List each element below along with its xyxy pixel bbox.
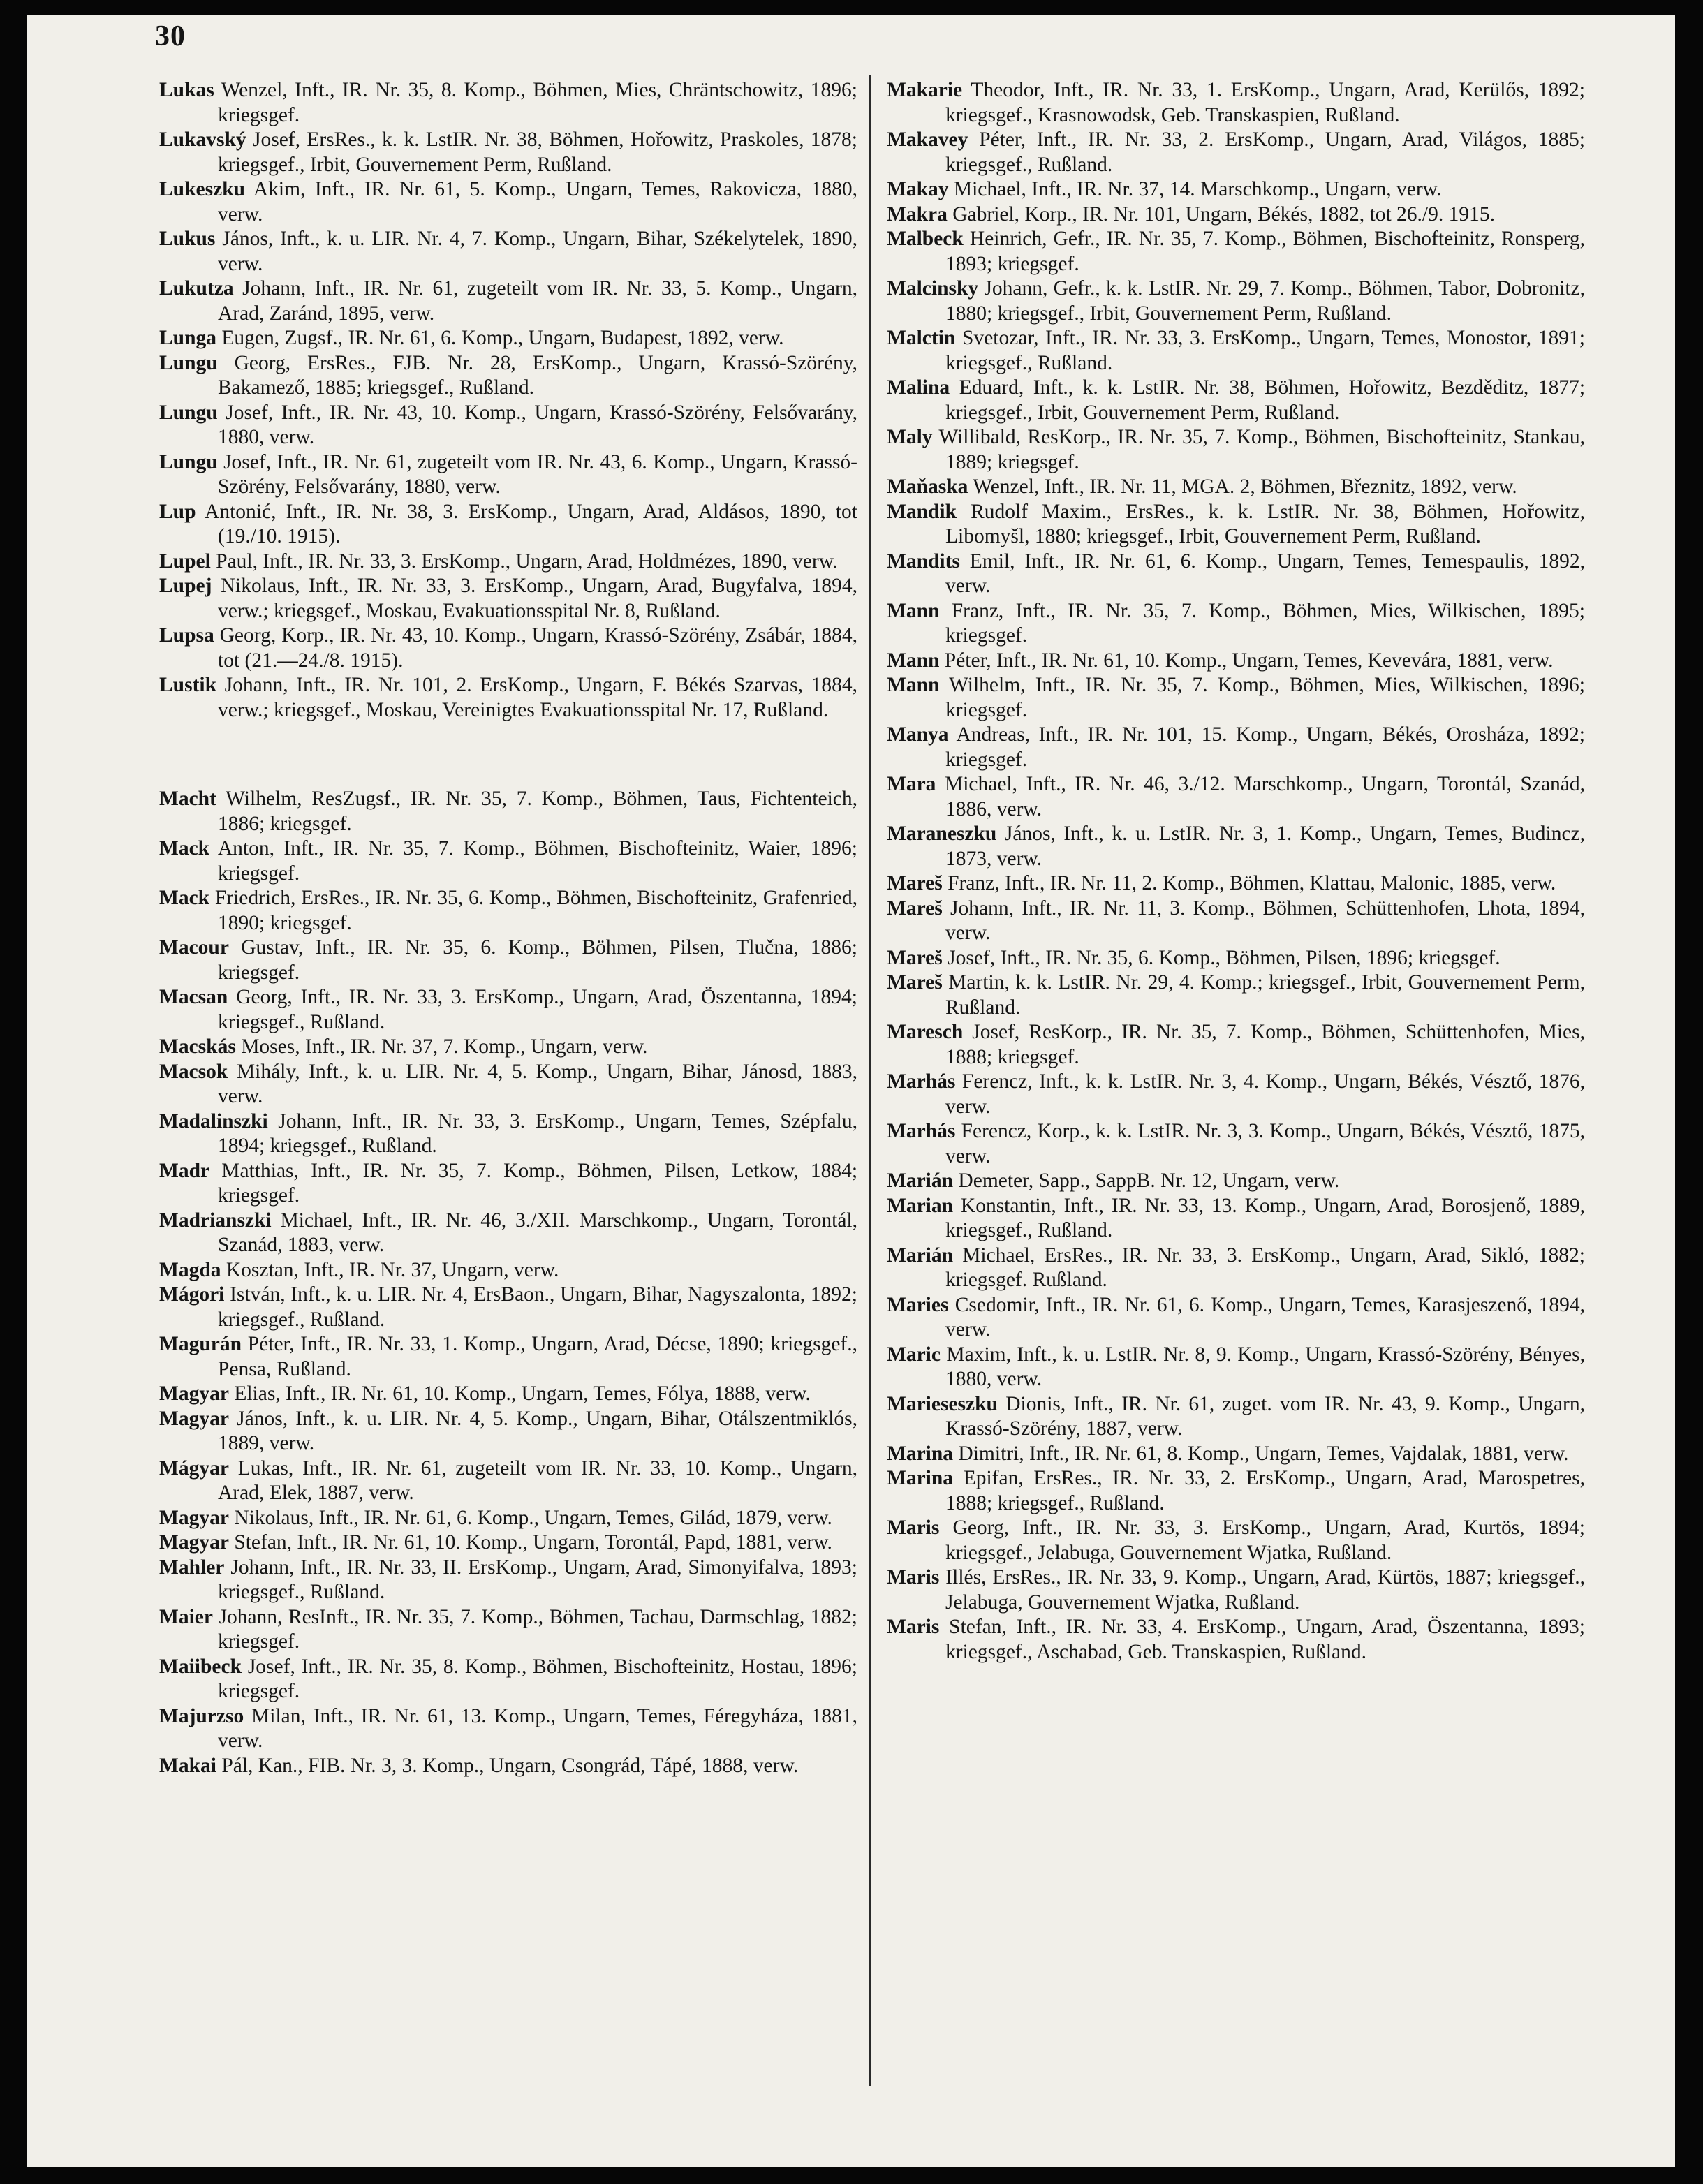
entry-surname: Lukavský (159, 128, 246, 151)
list-entry (159, 1704, 857, 1754)
scan-border-bottom (0, 2167, 1703, 2184)
list-entry (159, 177, 857, 227)
entry-details: Johann, Inft., IR. Nr. 11, 3. Komp., Böhmen, Schüttenhofen, Lhota, 1894, verw. (945, 897, 1585, 944)
entry-surname: Mandik (887, 500, 957, 523)
entry-details: Gabriel, Korp., IR. Nr. 101, Ungarn, Békés, 1882, tot 26./9. 1915. (952, 202, 1495, 226)
list-entry (887, 128, 1585, 177)
list-entry (887, 599, 1585, 649)
entry-surname: Maiibeck (159, 1655, 242, 1678)
list-entry (159, 1530, 857, 1556)
entry-details: Michael, ErsRes., IR. Nr. 33, 3. ErsKomp., Ungarn, Arad, Sikló, 1882; kriegsgef. Rußland. (945, 1244, 1585, 1291)
entry-surname: Marieseszku (887, 1392, 998, 1415)
list-entry (159, 128, 857, 177)
list-entry (887, 276, 1585, 326)
list-entry (887, 1293, 1585, 1343)
list-entry (159, 1506, 857, 1531)
entry-details: Michael, Inft., IR. Nr. 37, 14. Marschkomp., Ungarn, verw. (953, 178, 1442, 200)
list-entry (887, 946, 1585, 971)
entry-surname: Magurán (159, 1333, 242, 1355)
entry-surname: Marina (887, 1442, 954, 1465)
entry-details: János, Inft., k. u. LIR. Nr. 4, 5. Komp., Ungarn, Bihar, Otálszentmiklós, 1889, verw. (218, 1407, 858, 1454)
entry-details: Lukas, Inft., IR. Nr. 61, zugeteilt vom IR. Nr. 33, 10. Komp., Ungarn, Arad, Elek, 1887, verw. (218, 1456, 857, 1504)
entry-surname: Maly (887, 426, 933, 448)
entry-details: Josef, Inft., IR. Nr. 35, 6. Komp., Böhmen, Pilsen, 1896; kriegsgef. (948, 946, 1501, 969)
entry-group-ma (159, 787, 857, 1778)
left-column (159, 78, 857, 1778)
entry-details: Ferencz, Inft., k. k. LstIR. Nr. 3, 4. Komp., Ungarn, Békés, Vésztő, 1876, verw. (945, 1070, 1586, 1118)
entry-surname: Macour (159, 936, 229, 959)
entry-surname: Mareš (887, 971, 943, 994)
list-entry (159, 886, 857, 936)
entry-surname: Makai (159, 1754, 216, 1777)
entry-surname: Lukutza (159, 277, 234, 300)
entry-details: Pál, Kan., FIB. Nr. 3, 3. Komp., Ungarn, Csongrád, Tápé, 1888, verw. (221, 1754, 799, 1777)
entry-details: Demeter, Sapp., SappB. Nr. 12, Ungarn, verw. (958, 1170, 1340, 1192)
entry-surname: Macsok (159, 1060, 228, 1083)
entry-details: Csedomir, Inft., IR. Nr. 61, 6. Komp., Ungarn, Temes, Karasjeszenő, 1894, verw. (945, 1293, 1585, 1341)
list-entry (887, 549, 1585, 599)
list-entry (159, 351, 857, 401)
entry-details: Nikolaus, Inft., IR. Nr. 61, 6. Komp., Ungarn, Temes, Gilád, 1879, verw. (234, 1506, 832, 1529)
entry-details: Péter, Inft., IR. Nr. 33, 1. Komp., Ungarn, Arad, Décse, 1890; kriegsgef., Pensa, Rußland. (218, 1333, 857, 1380)
list-entry (159, 450, 857, 500)
list-entry (887, 425, 1585, 475)
entry-surname: Marián (887, 1244, 954, 1267)
entry-details: Emil, Inft., IR. Nr. 61, 6. Komp., Ungarn, Temes, Temespaulis, 1892, verw. (945, 549, 1585, 597)
entry-details: Rudolf Maxim., ErsRes., k. k. LstIR. Nr. 38, Böhmen, Hořowitz, Libomyšl, 1880; kriegsgef., Irbit, Gouvernement Perm, Rußland. (945, 500, 1585, 547)
entry-details: Georg, Korp., IR. Nr. 43, 10. Komp., Ungarn, Krassó-Szörény, Zsábár, 1884, tot (21.—24./8. 1915). (218, 624, 858, 672)
list-entry (159, 673, 857, 723)
entry-surname: Lungu (159, 450, 218, 473)
list-entry (887, 822, 1585, 871)
entry-details: Willibald, ResKorp., IR. Nr. 35, 7. Komp., Böhmen, Bischofteinitz, Stankau, 1889; kriegsgef. (938, 426, 1585, 473)
list-entry (159, 1159, 857, 1209)
entry-surname: Mack (159, 887, 210, 909)
entry-details: Kosztan, Inft., IR. Nr. 37, Ungarn, verw. (226, 1258, 559, 1281)
list-entry (887, 202, 1585, 228)
entry-surname: Maris (887, 1616, 940, 1638)
entry-details: Johann, Inft., IR. Nr. 33, 3. ErsKomp., Ungarn, Temes, Szépfalu, 1894; kriegsgef., Rußland. (218, 1109, 857, 1157)
list-entry (887, 475, 1585, 500)
list-entry (887, 1244, 1585, 1293)
list-entry (887, 500, 1585, 549)
scan-border-right (1675, 0, 1703, 2184)
entry-details: Mihály, Inft., k. u. LIR. Nr. 4, 5. Komp., Ungarn, Bihar, Jánosd, 1883, verw. (218, 1060, 858, 1107)
list-entry (887, 649, 1585, 674)
entry-surname: Macskás (159, 1035, 236, 1058)
list-entry (887, 227, 1585, 276)
list-entry (887, 1466, 1585, 1516)
entry-surname: Lup (159, 500, 196, 523)
entry-details: Anton, Inft., IR. Nr. 35, 7. Komp., Böhmen, Bischofteinitz, Waier, 1896; kriegsgef. (217, 837, 857, 885)
group-spacer (159, 723, 857, 787)
entry-surname: Malbeck (887, 228, 964, 250)
entry-surname: Mara (887, 773, 936, 795)
list-entry (887, 723, 1585, 772)
entry-details: Illés, ErsRes., IR. Nr. 33, 9. Komp., Ungarn, Arad, Kürtös, 1887; kriegsgef., Jelabuga, Gouvernement Wjatka, Rußland. (945, 1566, 1585, 1614)
entry-surname: Lupej (159, 575, 212, 597)
entry-details: Dionis, Inft., IR. Nr. 61, zuget. vom IR. Nr. 43, 9. Komp., Ungarn, Krassó-Szörény, 1887, verw. (945, 1392, 1585, 1440)
entry-surname: Malcinsky (887, 277, 979, 300)
entry-details: Wenzel, Inft., IR. Nr. 11, MGA. 2, Böhmen, Březnitz, 1892, verw. (973, 475, 1517, 498)
list-entry (887, 78, 1585, 128)
entry-details: Johann, Inft., IR. Nr. 101, 2. ErsKomp., Ungarn, F. Békés Szarvas, 1884, verw.; kriegsgef., Moskau, Vereinigtes Evakuationsspital Nr. 17, Rußland. (218, 674, 858, 721)
list-entry (159, 1332, 857, 1382)
entry-details: Josef, ResKorp., IR. Nr. 35, 7. Komp., Böhmen, Schüttenhofen, Mies, 1888; kriegsgef. (945, 1021, 1586, 1068)
entry-surname: Maris (887, 1566, 940, 1588)
entry-surname: Mandits (887, 549, 960, 573)
list-entry (159, 78, 857, 128)
entry-surname: Madalinszki (159, 1109, 268, 1132)
entry-details: Wilhelm, Inft., IR. Nr. 35, 7. Komp., Böhmen, Mies, Wilkischen, 1896; kriegsgef. (945, 674, 1585, 721)
entry-surname: Mareš (887, 872, 943, 894)
entry-surname: Manya (887, 723, 949, 746)
entry-surname: Lukus (159, 228, 216, 250)
entry-surname: Marhás (887, 1120, 956, 1142)
entry-surname: Magyar (159, 1531, 229, 1554)
entry-details: Georg, Inft., IR. Nr. 33, 3. ErsKomp., Ungarn, Arad, Öszentanna, 1894; kriegsgef., Rußland. (218, 986, 857, 1033)
entry-details: Péter, Inft., IR. Nr. 61, 10. Komp., Ungarn, Temes, Kevevára, 1881, verw. (944, 649, 1554, 672)
entry-surname: Madr (159, 1159, 210, 1182)
entry-details: Michael, Inft., IR. Nr. 46, 3./12. Marschkomp., Ungarn, Torontál, Szanád, 1886, verw. (944, 773, 1586, 820)
list-entry (887, 1020, 1585, 1070)
list-entry (887, 1615, 1585, 1665)
entry-surname: Marian (887, 1194, 954, 1217)
entry-surname: Makavey (887, 128, 968, 151)
entry-details: Josef, ErsRes., k. k. LstIR. Nr. 38, Böhmen, Hořowitz, Praskoles, 1878; kriegsgef., Irbit, Gouvernement Perm, Rußland. (218, 128, 857, 176)
entry-details: Johann, Inft., IR. Nr. 61, zugeteilt vom IR. Nr. 33, 5. Komp., Ungarn, Arad, Zaránd, 1895, verw. (218, 277, 858, 325)
entry-surname: Magyar (159, 1407, 229, 1430)
entry-details: Franz, Inft., IR. Nr. 35, 7. Komp., Böhmen, Mies, Wilkischen, 1895; kriegsgef. (945, 599, 1586, 647)
entry-surname: Magda (159, 1258, 221, 1281)
list-entry (887, 1070, 1585, 1119)
scan-border-left (0, 0, 27, 2184)
list-entry (887, 326, 1585, 376)
entry-details: Martin, k. k. LstIR. Nr. 29, 4. Komp.; kriegsgef., Irbit, Gouvernement Perm, Rußland. (945, 971, 1585, 1019)
list-entry (159, 1382, 857, 1407)
entry-surname: Lukas (159, 79, 214, 101)
entry-details: Maxim, Inft., k. u. LstIR. Nr. 8, 9. Komp., Ungarn, Krassó-Szörény, Bényes, 1880, verw. (945, 1343, 1585, 1390)
list-entry (887, 897, 1585, 946)
entry-surname: Maries (887, 1293, 949, 1316)
entry-surname: Madrianszki (159, 1209, 272, 1232)
entry-details: Svetozar, Inft., IR. Nr. 33, 3. ErsKomp., Ungarn, Temes, Monostor, 1891; kriegsgef., Rußland. (945, 327, 1586, 374)
entry-surname: Majurzso (159, 1704, 244, 1727)
entry-surname: Maric (887, 1343, 941, 1366)
entry-surname: Maresch (887, 1021, 964, 1043)
column-divider (869, 75, 871, 2086)
entry-surname: Marina (887, 1467, 954, 1489)
entry-details: Michael, Inft., IR. Nr. 46, 3./XII. Marschkomp., Ungarn, Torontál, Szanád, 1883, verw. (218, 1209, 857, 1256)
list-entry (159, 574, 857, 624)
entry-details: Elias, Inft., IR. Nr. 61, 10. Komp., Ungarn, Temes, Fólya, 1888, verw. (234, 1382, 811, 1405)
entry-surname: Makay (887, 178, 949, 200)
entry-details: Andreas, Inft., IR. Nr. 101, 15. Komp., Ungarn, Békés, Orosháza, 1892; kriegsgef. (945, 723, 1586, 771)
entry-surname: Marhás (887, 1070, 956, 1093)
entry-surname: Lustik (159, 674, 216, 696)
list-entry (887, 971, 1585, 1020)
entry-surname: Mahler (159, 1556, 225, 1579)
list-entry (887, 1343, 1585, 1392)
entry-details: Wenzel, Inft., IR. Nr. 35, 8. Komp., Böhmen, Mies, Chräntschowitz, 1896; kriegsgef. (218, 79, 858, 126)
entry-details: Ferencz, Korp., k. k. LstIR. Nr. 3, 3. Komp., Ungarn, Békés, Vésztő, 1875, verw. (945, 1120, 1586, 1167)
list-entry (887, 772, 1585, 822)
entry-details: Moses, Inft., IR. Nr. 37, 7. Komp., Ungarn, verw. (241, 1035, 648, 1058)
entry-surname: Mareš (887, 897, 943, 920)
entry-surname: Mack (159, 837, 210, 859)
entry-details: János, Inft., k. u. LstIR. Nr. 3, 1. Komp., Ungarn, Temes, Budincz, 1873, verw. (945, 822, 1586, 870)
list-entry (159, 549, 857, 575)
list-entry (887, 1392, 1585, 1442)
list-entry (159, 985, 857, 1035)
entry-surname: Mágyar (159, 1456, 229, 1480)
entry-details: Nikolaus, Inft., IR. Nr. 33, 3. ErsKomp., Ungarn, Arad, Bugyfalva, 1894, verw.; kriegsgef., Moskau, Evakuationsspital Nr. 8, Rußland. (218, 575, 857, 622)
list-entry (887, 376, 1585, 425)
entry-surname: Magyar (159, 1506, 229, 1529)
entry-details: Josef, Inft., IR. Nr. 35, 8. Komp., Böhmen, Bischofteinitz, Hostau, 1896; kriegsgef. (218, 1655, 858, 1702)
list-entry (159, 1754, 857, 1779)
entry-surname: Magyar (159, 1382, 229, 1405)
entry-surname: Mann (887, 599, 940, 622)
list-entry (159, 936, 857, 985)
list-entry (159, 401, 857, 450)
list-entry (887, 673, 1585, 723)
list-entry (159, 836, 857, 886)
entry-surname: Lupsa (159, 624, 214, 647)
entry-details: Johann, Gefr., k. k. LstIR. Nr. 29, 7. Komp., Böhmen, Tabor, Dobronitz, 1880; kriegsgef., Irbit, Gouvernement Perm, Rußland. (945, 277, 1585, 325)
entry-details: Konstantin, Inft., IR. Nr. 33, 13. Komp., Ungarn, Arad, Borosjenő, 1889, kriegsgef., Rußland. (945, 1194, 1585, 1241)
entry-surname: Malina (887, 376, 950, 399)
entry-surname: Marián (887, 1170, 954, 1192)
list-entry (159, 500, 857, 549)
entry-surname: Macht (159, 788, 216, 810)
entry-details: Matthias, Inft., IR. Nr. 35, 7. Komp., Böhmen, Pilsen, Letkow, 1884; kriegsgef. (218, 1159, 858, 1207)
entry-surname: Malctin (887, 327, 956, 349)
scan-border-top (0, 0, 1703, 15)
list-entry (159, 227, 857, 276)
entry-surname: Macsan (159, 986, 228, 1008)
entry-details: Antonić, Inft., IR. Nr. 38, 3. ErsKomp., Ungarn, Arad, Aldásos, 1890, tot (19./10. 1915). (205, 500, 857, 547)
entry-details: Dimitri, Inft., IR. Nr. 61, 8. Komp., Ungarn, Temes, Vajdalak, 1881, verw. (958, 1442, 1569, 1465)
entry-details: Stefan, Inft., IR. Nr. 33, 4. ErsKomp., Ungarn, Arad, Öszentanna, 1893; kriegsgef., Aschabad, Geb. Transkaspien, Rußland. (945, 1616, 1585, 1663)
list-entry (159, 1258, 857, 1283)
entry-surname: Lungu (159, 351, 218, 374)
list-entry (159, 326, 857, 351)
list-entry (159, 1605, 857, 1655)
entry-details: Péter, Inft., IR. Nr. 33, 2. ErsKomp., Ungarn, Arad, Világos, 1885; kriegsgef., Rußland. (945, 128, 1586, 176)
entry-details: Wilhelm, ResZugsf., IR. Nr. 35, 7. Komp., Böhmen, Taus, Fichtenteich, 1886; kriegsgef. (218, 788, 857, 835)
entry-details: Milan, Inft., IR. Nr. 61, 13. Komp., Ungarn, Temes, Féregyháza, 1881, verw. (218, 1704, 857, 1752)
list-entry (159, 1655, 857, 1704)
list-entry (887, 1442, 1585, 1467)
list-entry (159, 1060, 857, 1109)
entry-details: Paul, Inft., IR. Nr. 33, 3. ErsKomp., Ungarn, Arad, Holdmézes, 1890, verw. (216, 549, 838, 573)
list-entry (887, 1169, 1585, 1194)
entry-surname: Lunga (159, 327, 216, 349)
entry-surname: Maraneszku (887, 822, 997, 845)
entry-details: István, Inft., k. u. LIR. Nr. 4, ErsBaon., Ungarn, Bihar, Nagyszalonta, 1892; kriegsgef., Rußland. (218, 1283, 857, 1331)
list-entry (159, 1209, 857, 1258)
list-entry (159, 1456, 857, 1506)
list-entry (159, 624, 857, 673)
list-entry (159, 1035, 857, 1060)
entry-surname: Lupel (159, 549, 211, 573)
right-column (887, 78, 1585, 1665)
entry-details: Josef, Inft., IR. Nr. 61, zugeteilt vom IR. Nr. 43, 6. Komp., Ungarn, Krassó-Szörény, Felsővarány, 1880, verw. (218, 450, 858, 498)
entry-surname: Maňaska (887, 475, 968, 498)
entry-details: Epifan, ErsRes., IR. Nr. 33, 2. ErsKomp., Ungarn, Arad, Marospetres, 1888; kriegsgef., Rußland. (945, 1467, 1586, 1514)
entry-surname: Makra (887, 202, 948, 226)
list-entry (159, 787, 857, 836)
entry-surname: Mann (887, 674, 940, 696)
entry-surname: Lukeszku (159, 178, 245, 200)
entry-surname: Lungu (159, 401, 218, 424)
list-entry (159, 1407, 857, 1456)
entry-details: Eugen, Zugsf., IR. Nr. 61, 6. Komp., Ungarn, Budapest, 1892, verw. (221, 327, 784, 349)
entry-details: Akim, Inft., IR. Nr. 61, 5. Komp., Ungarn, Temes, Rakovicza, 1880, verw. (218, 178, 857, 226)
entry-details: Franz, Inft., IR. Nr. 11, 2. Komp., Böhmen, Klattau, Malonic, 1885, verw. (948, 872, 1556, 894)
entry-details: Stefan, Inft., IR. Nr. 61, 10. Komp., Ungarn, Torontál, Papd, 1881, verw. (234, 1531, 832, 1554)
list-entry (159, 1283, 857, 1332)
entry-surname: Makarie (887, 79, 963, 101)
entry-surname: Mann (887, 649, 940, 672)
list-entry (159, 276, 857, 326)
list-entry (887, 1119, 1585, 1169)
entry-surname: Maris (887, 1517, 940, 1539)
entry-details: Heinrich, Gefr., IR. Nr. 35, 7. Komp., Böhmen, Bischofteinitz, Ronsperg, 1893; kriegsgef. (945, 228, 1585, 275)
list-entry (887, 177, 1585, 202)
entry-group-lu (159, 78, 857, 723)
list-entry (887, 1565, 1585, 1615)
list-entry (887, 1194, 1585, 1244)
list-entry (887, 871, 1585, 897)
list-entry (159, 1109, 857, 1159)
entry-surname: Mágori (159, 1283, 225, 1306)
entry-details: Josef, Inft., IR. Nr. 43, 10. Komp., Ungarn, Krassó-Szörény, Felsővarány, 1880, verw. (218, 401, 857, 448)
list-entry (159, 1556, 857, 1605)
page-number: 30 (155, 20, 186, 52)
entry-details: János, Inft., k. u. LIR. Nr. 4, 7. Komp., Ungarn, Bihar, Székelytelek, 1890, verw. (218, 228, 857, 275)
entry-surname: Mareš (887, 946, 943, 969)
entry-details: Georg, Inft., IR. Nr. 33, 3. ErsKomp., Ungarn, Arad, Kurtös, 1894; kriegsgef., Jelabuga, Gouvernement Wjatka, Rußland. (945, 1517, 1585, 1564)
entry-details: Johann, Inft., IR. Nr. 33, II. ErsKomp., Ungarn, Arad, Simonyifalva, 1893; kriegsgef., Rußland. (218, 1556, 857, 1603)
entry-surname: Maier (159, 1605, 213, 1628)
entry-details: Friedrich, ErsRes., IR. Nr. 35, 6. Komp., Böhmen, Bischofteinitz, Grafenried, 1890; kriegsgef. (214, 887, 857, 934)
entry-details: Gustav, Inft., IR. Nr. 35, 6. Komp., Böhmen, Pilsen, Tlučna, 1886; kriegsgef. (218, 936, 858, 984)
entry-details: Georg, ErsRes., FJB. Nr. 28, ErsKomp., Ungarn, Krassó-Szörény, Bakamező, 1885; kriegsgef., Rußland. (218, 351, 857, 399)
entry-details: Eduard, Inft., k. k. LstIR. Nr. 38, Böhmen, Hořowitz, Bezděditz, 1877; kriegsgef., Irbit, Gouvernement Perm, Rußland. (945, 376, 1586, 424)
entry-details: Johann, ResInft., IR. Nr. 35, 7. Komp., Böhmen, Tachau, Darmschlag, 1882; kriegsgef. (218, 1605, 858, 1653)
entry-details: Theodor, Inft., IR. Nr. 33, 1. ErsKomp., Ungarn, Arad, Kerülős, 1892; kriegsgef., Krasnowodsk, Geb. Transkaspien, Rußland. (945, 79, 1585, 126)
list-entry (887, 1516, 1585, 1565)
